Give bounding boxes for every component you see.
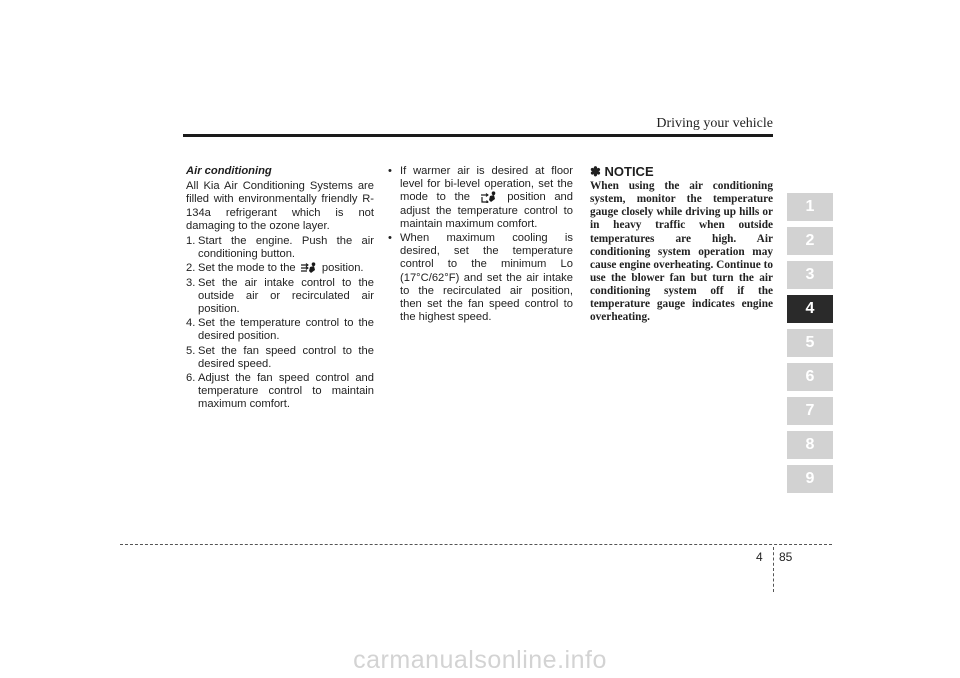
step-text: Set the fan speed control to the desired speed. — [198, 344, 374, 370]
step-number: 6. — [186, 372, 196, 385]
middle-column — [388, 165, 573, 325]
bi-level-mode-icon — [480, 191, 498, 203]
step-item — [186, 345, 374, 371]
footer-divider — [773, 547, 774, 592]
step-text: Adjust the fan speed control and temperature control to maintain maximum comfort. — [198, 372, 374, 411]
header-rule — [183, 134, 773, 137]
footer-rule — [120, 544, 832, 545]
chapter-tab-3[interactable]: 3 — [787, 261, 833, 289]
step-text-before: Set the mode to the — [198, 262, 296, 275]
step-number: 1. — [186, 235, 196, 248]
left-column — [186, 165, 374, 413]
notice-title: ✽ NOTICE — [590, 164, 654, 179]
bullet-item — [388, 232, 573, 324]
chapter-tab-1[interactable]: 1 — [787, 193, 833, 221]
chapter-tab-8[interactable]: 8 — [787, 431, 833, 459]
step-text — [198, 262, 374, 275]
step-text: Set the air intake control to the outside air or recirculated air position. — [198, 276, 374, 316]
step-number: 5. — [186, 344, 196, 357]
chapter-tab-5[interactable]: 5 — [787, 329, 833, 357]
intro-paragraph: All Kia Air Conditioning Systems are filled with environmentally friendly R-134a refrigerant which is not damaging to the ozone layer. — [186, 180, 374, 232]
step-number: 2. — [186, 262, 196, 275]
chapter-tab-6[interactable]: 6 — [787, 363, 833, 391]
chapter-tab-9[interactable]: 9 — [787, 465, 833, 493]
site-watermark: carmanualsonline.info — [353, 646, 607, 674]
bullet-item — [388, 165, 573, 231]
page-header-title: Driving your vehicle — [656, 116, 773, 131]
bullet-text: When maximum cooling is desired, set the temperature control to the minimum Lo (17°C/62°F) and set the air intake to the recirculated air position, then set the fan speed control to the highest speed. — [400, 232, 573, 324]
bullet-marker: • — [388, 232, 392, 245]
step-item — [186, 235, 374, 261]
notice-body: When using the air conditioning system, monitor the temperature gauge closely while driving up hills or in heavy traffic when outside temperatures are high. Air conditioning system operation may cause engine overheating. Continue to use the blower fan but turn the air conditioning system off if the temperature gauge indicates engine overheating. — [590, 180, 773, 324]
step-number: 3. — [186, 276, 196, 289]
page-chapter-number: 4 — [756, 550, 763, 564]
chapter-tab-7[interactable]: 7 — [787, 397, 833, 425]
step-text: Start the engine. Push the air conditioning button. — [198, 235, 374, 261]
step-item — [186, 262, 374, 275]
chapter-tab-2[interactable]: 2 — [787, 227, 833, 255]
bullet-marker: • — [388, 165, 392, 177]
face-vent-mode-icon — [300, 262, 318, 274]
notice-box — [590, 165, 773, 324]
step-item — [186, 317, 374, 343]
chapter-tabs — [787, 193, 833, 499]
step-item — [186, 277, 374, 317]
page-number: 85 — [779, 550, 793, 564]
bullet-text — [400, 165, 573, 231]
bullet-text-before: If warmer air is desired at floor level for bi-level operation, set the mode to the — [400, 165, 573, 204]
bullet-text-after: position and adjust the temperature control to maintain maximum comfort. — [400, 191, 573, 230]
step-number: 4. — [186, 317, 196, 330]
step-text: Set the temperature control to the desired position. — [198, 317, 374, 343]
step-text-after: position. — [321, 262, 364, 275]
section-subhead: Air conditioning — [186, 165, 272, 177]
step-item — [186, 372, 374, 412]
chapter-tab-4[interactable]: 4 — [787, 295, 833, 323]
